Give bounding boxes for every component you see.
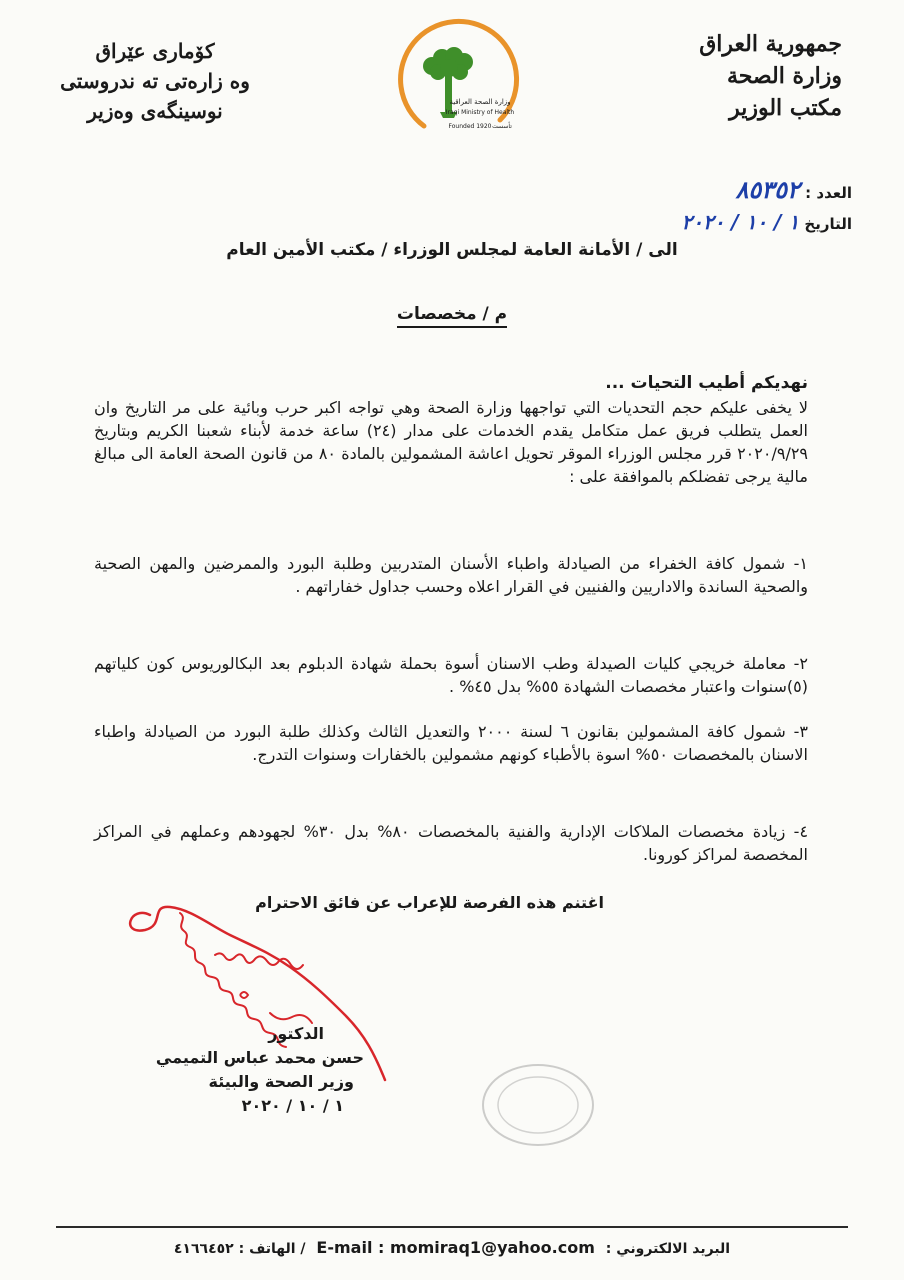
number-value: ٨٥٣٥٢ [735, 176, 800, 204]
footer-divider [56, 1226, 848, 1228]
number-label: العدد : [805, 184, 852, 202]
header-arabic-line-1: جمهورية العراق [699, 31, 842, 57]
letter-number [735, 176, 852, 204]
faint-seal [478, 1060, 598, 1150]
logo-text-en: Iraqi Ministry of Health [445, 109, 515, 116]
footer [170, 1238, 734, 1257]
logo-founded-en: Founded 1920 [448, 123, 492, 130]
closing-line: اغتنم هذه الفرصة للإعراب عن فائق الاحترام [255, 893, 604, 912]
subject-text: م / مخصصات [397, 304, 507, 328]
intro-paragraph: لا يخفى عليكم حجم التحديات التي تواجهها وزارة الصحة وهي تواجه اكبر حرب وبائية على مر التاريخ وان العمل يتطلب فريق عمل متكامل يقدم الخدمات على مدار (٢٤) ساعة خدمة لأبناء شعبنا الكريم وبتاريخ ٢٠٢٠/٩/٢٩ قرر مجلس الوزراء الموقر تحويل اعاشة المشمولين بالمادة ٨٠ من قانون الصحة العامة الى مبالغ مالية يرجى تفضلكم بالموافقة على : [94, 398, 809, 486]
phone-label: / الهاتف : [238, 1241, 306, 1257]
signature-date: ١ / ١٠ / ٢٠٢٠ [241, 1096, 344, 1115]
phone-number: ٤١٦٦٤٥٢ [173, 1241, 234, 1257]
signature-title: الدكتور [268, 1024, 324, 1043]
ministry-logo [380, 16, 520, 146]
email-label: البريد الالكتروني : [605, 1241, 731, 1257]
signature-name: حسن محمد عباس التميمي [155, 1048, 364, 1067]
greeting: نهديكم أطيب التحيات ... [605, 373, 808, 393]
date-label: التاريخ [804, 215, 852, 233]
header-kurdish-line-1: كۆماری عێراق [95, 39, 215, 63]
list-item: ٣- شمول كافة المشمولين بقانون ٦ لسنة ٢٠٠٠ والتعديل الثالث وكذلك طلبة البورد من الصيادلة واطباء الاسنان بالمخصصات ٥٠% اسوة بالأطباء كونهم مشمولين بالخفارات وسنوات التدرج. [94, 722, 808, 764]
header-arabic [612, 28, 842, 124]
email-address: E-mail : momiraq1@yahoo.com [316, 1238, 595, 1257]
header-kurdish-line-2: وه زارەتی ته ندروستی [60, 69, 250, 93]
header-kurdish-line-3: نوسینگەی وەزیر [87, 99, 223, 123]
signature-position: وزير الصحة والبيئة [208, 1072, 354, 1091]
list-item: ٢- معاملة خريجي كليات الصيدلة وطب الاسنان أسوة بحملة شهادة الدبلوم بعد البكالوريوس كون كلياتهم (٥)سنوات واعتبار مخصصات الشهادة ٥٥% بدل ٤٥% . [94, 654, 808, 696]
letter-date [681, 210, 852, 234]
logo-text-ar: وزارة الصحة العراقية [449, 98, 511, 106]
header-kurdish [40, 36, 270, 126]
date-value: ١ / ١٠ / ٢٠٢٠ [681, 210, 800, 234]
list-item: ١- شمول كافة الخفراء من الصيادلة واطباء الأسنان المتدربين وطلبة البورد والممرضين والمهن الصحية والصحية الساندة والاداريين والفنيين في القرار اعلاه وحسب جداول خفاراتهم . [94, 554, 808, 596]
subject [0, 304, 904, 324]
header-arabic-line-2: وزارة الصحة [726, 63, 842, 89]
addressee: الى / الأمانة العامة لمجلس الوزراء / مكتب الأمين العام [226, 240, 678, 260]
signature-block [124, 1022, 364, 1118]
list-item: ٤- زيادة مخصصات الملاكات الإدارية والفنية بالمخصصات ٨٠% بدل ٣٠% لجهودهم وعملهم في المراكز المخصصة لمراكز كورونا. [94, 822, 809, 864]
header-arabic-line-3: مكتب الوزير [729, 95, 842, 121]
logo-founded-ar: تأسست [492, 123, 512, 130]
